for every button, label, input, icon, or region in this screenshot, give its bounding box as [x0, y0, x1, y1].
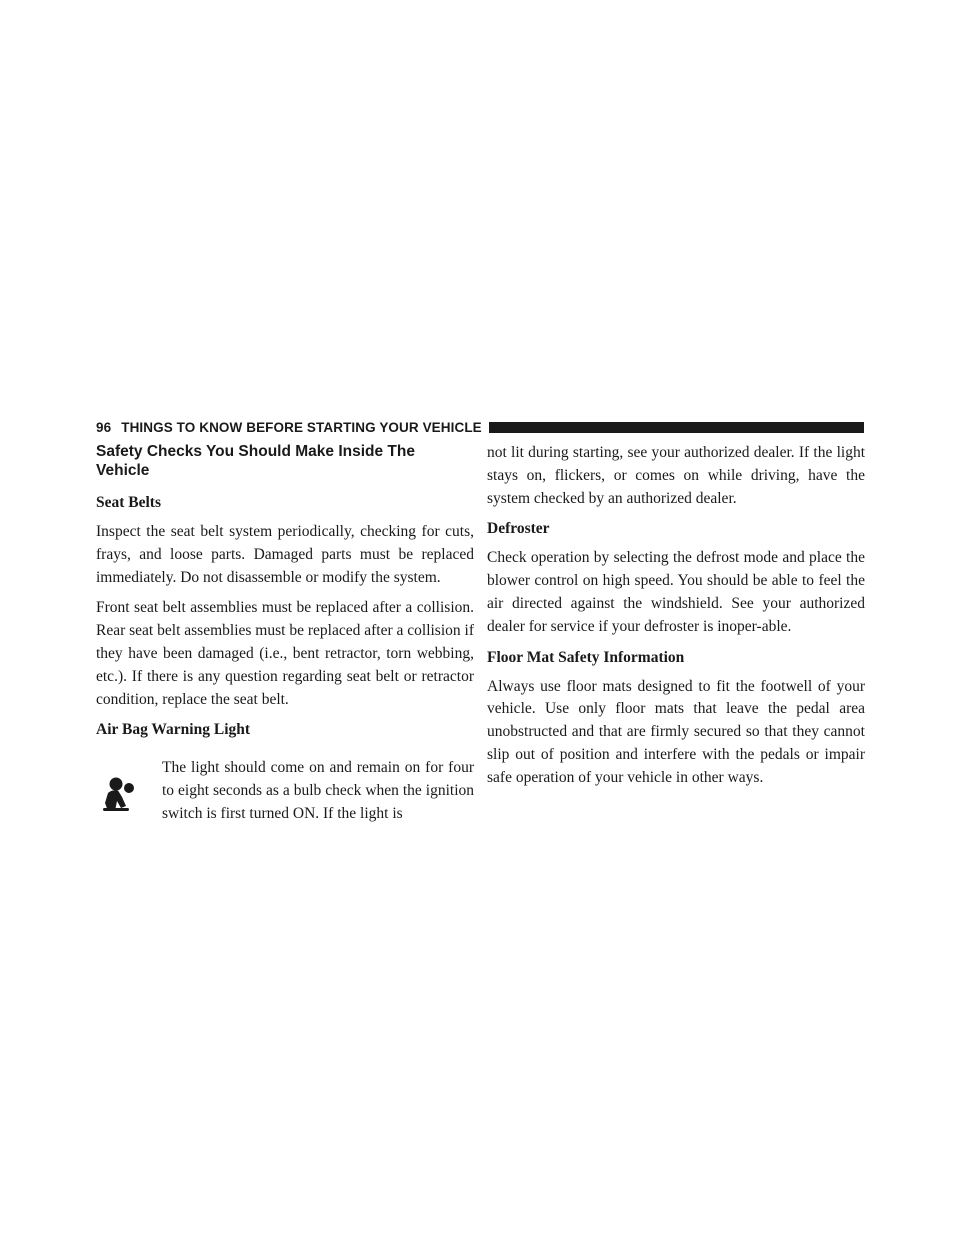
section-title-line2: Vehicle — [96, 462, 150, 479]
seat-belts-paragraph-1: Inspect the seat belt system periodically, checking for cuts, frays, and loose parts. Damaged parts must be replaced immediately. Do not disassemble or modify the system. — [96, 523, 474, 586]
defroster-paragraph: Check operation by selecting the defrost mode and place the blower control on high speed. You should be able to feel the air directed against the windshield. See your authorized dealer for service if your defroster is inoper-able. — [487, 549, 865, 635]
air-bag-warning-block — [96, 757, 474, 825]
chapter-title: THINGS TO KNOW BEFORE STARTING YOUR VEHICLE — [121, 419, 482, 435]
page-header — [96, 418, 864, 436]
seat-belts-paragraph-2: Front seat belt assemblies must be replaced after a collision. Rear seat belt assemblies must be replaced after a collision if they have been damaged (i.e., bent retractor, torn webbing, etc.). If there is any question regarding seat belt or retractor condition, replace the seat belt. — [96, 599, 474, 708]
seat-belts-heading: Seat Belts — [96, 494, 162, 511]
running-header — [96, 420, 482, 435]
right-column — [487, 442, 865, 798]
floor-mat-heading: Floor Mat Safety Information — [487, 648, 685, 666]
air-bag-warning-icon — [96, 757, 162, 825]
page-number: 96 — [96, 419, 112, 435]
floor-mat-paragraph: Always use floor mats designed to fit the footwell of your vehicle. Use only floor mats that leave the pedal area unobstructed and that are firmly secured so that they cannot slip out of position and interfere with the pedals or impair safe operation of your vehicle in other ways. — [487, 677, 865, 786]
section-title-line1: Safety Checks You Should Make Inside The — [96, 443, 415, 460]
defroster-heading: Defroster — [487, 520, 550, 538]
air-bag-paragraph: The light should come on and remain on for four to eight seconds as a bulb check when the ignition switch is first turned ON. If the light is — [162, 759, 474, 822]
section-title — [96, 442, 474, 480]
header-rule — [489, 422, 864, 433]
left-column — [96, 442, 474, 826]
air-bag-warning-text — [162, 757, 474, 825]
air-bag-paragraph-continued: not lit during starting, see your authorized dealer. If the light stays on, flickers, or comes on while driving, have the system checked by an authorized dealer. — [487, 444, 865, 507]
air-bag-heading: Air Bag Warning Light — [96, 721, 251, 739]
